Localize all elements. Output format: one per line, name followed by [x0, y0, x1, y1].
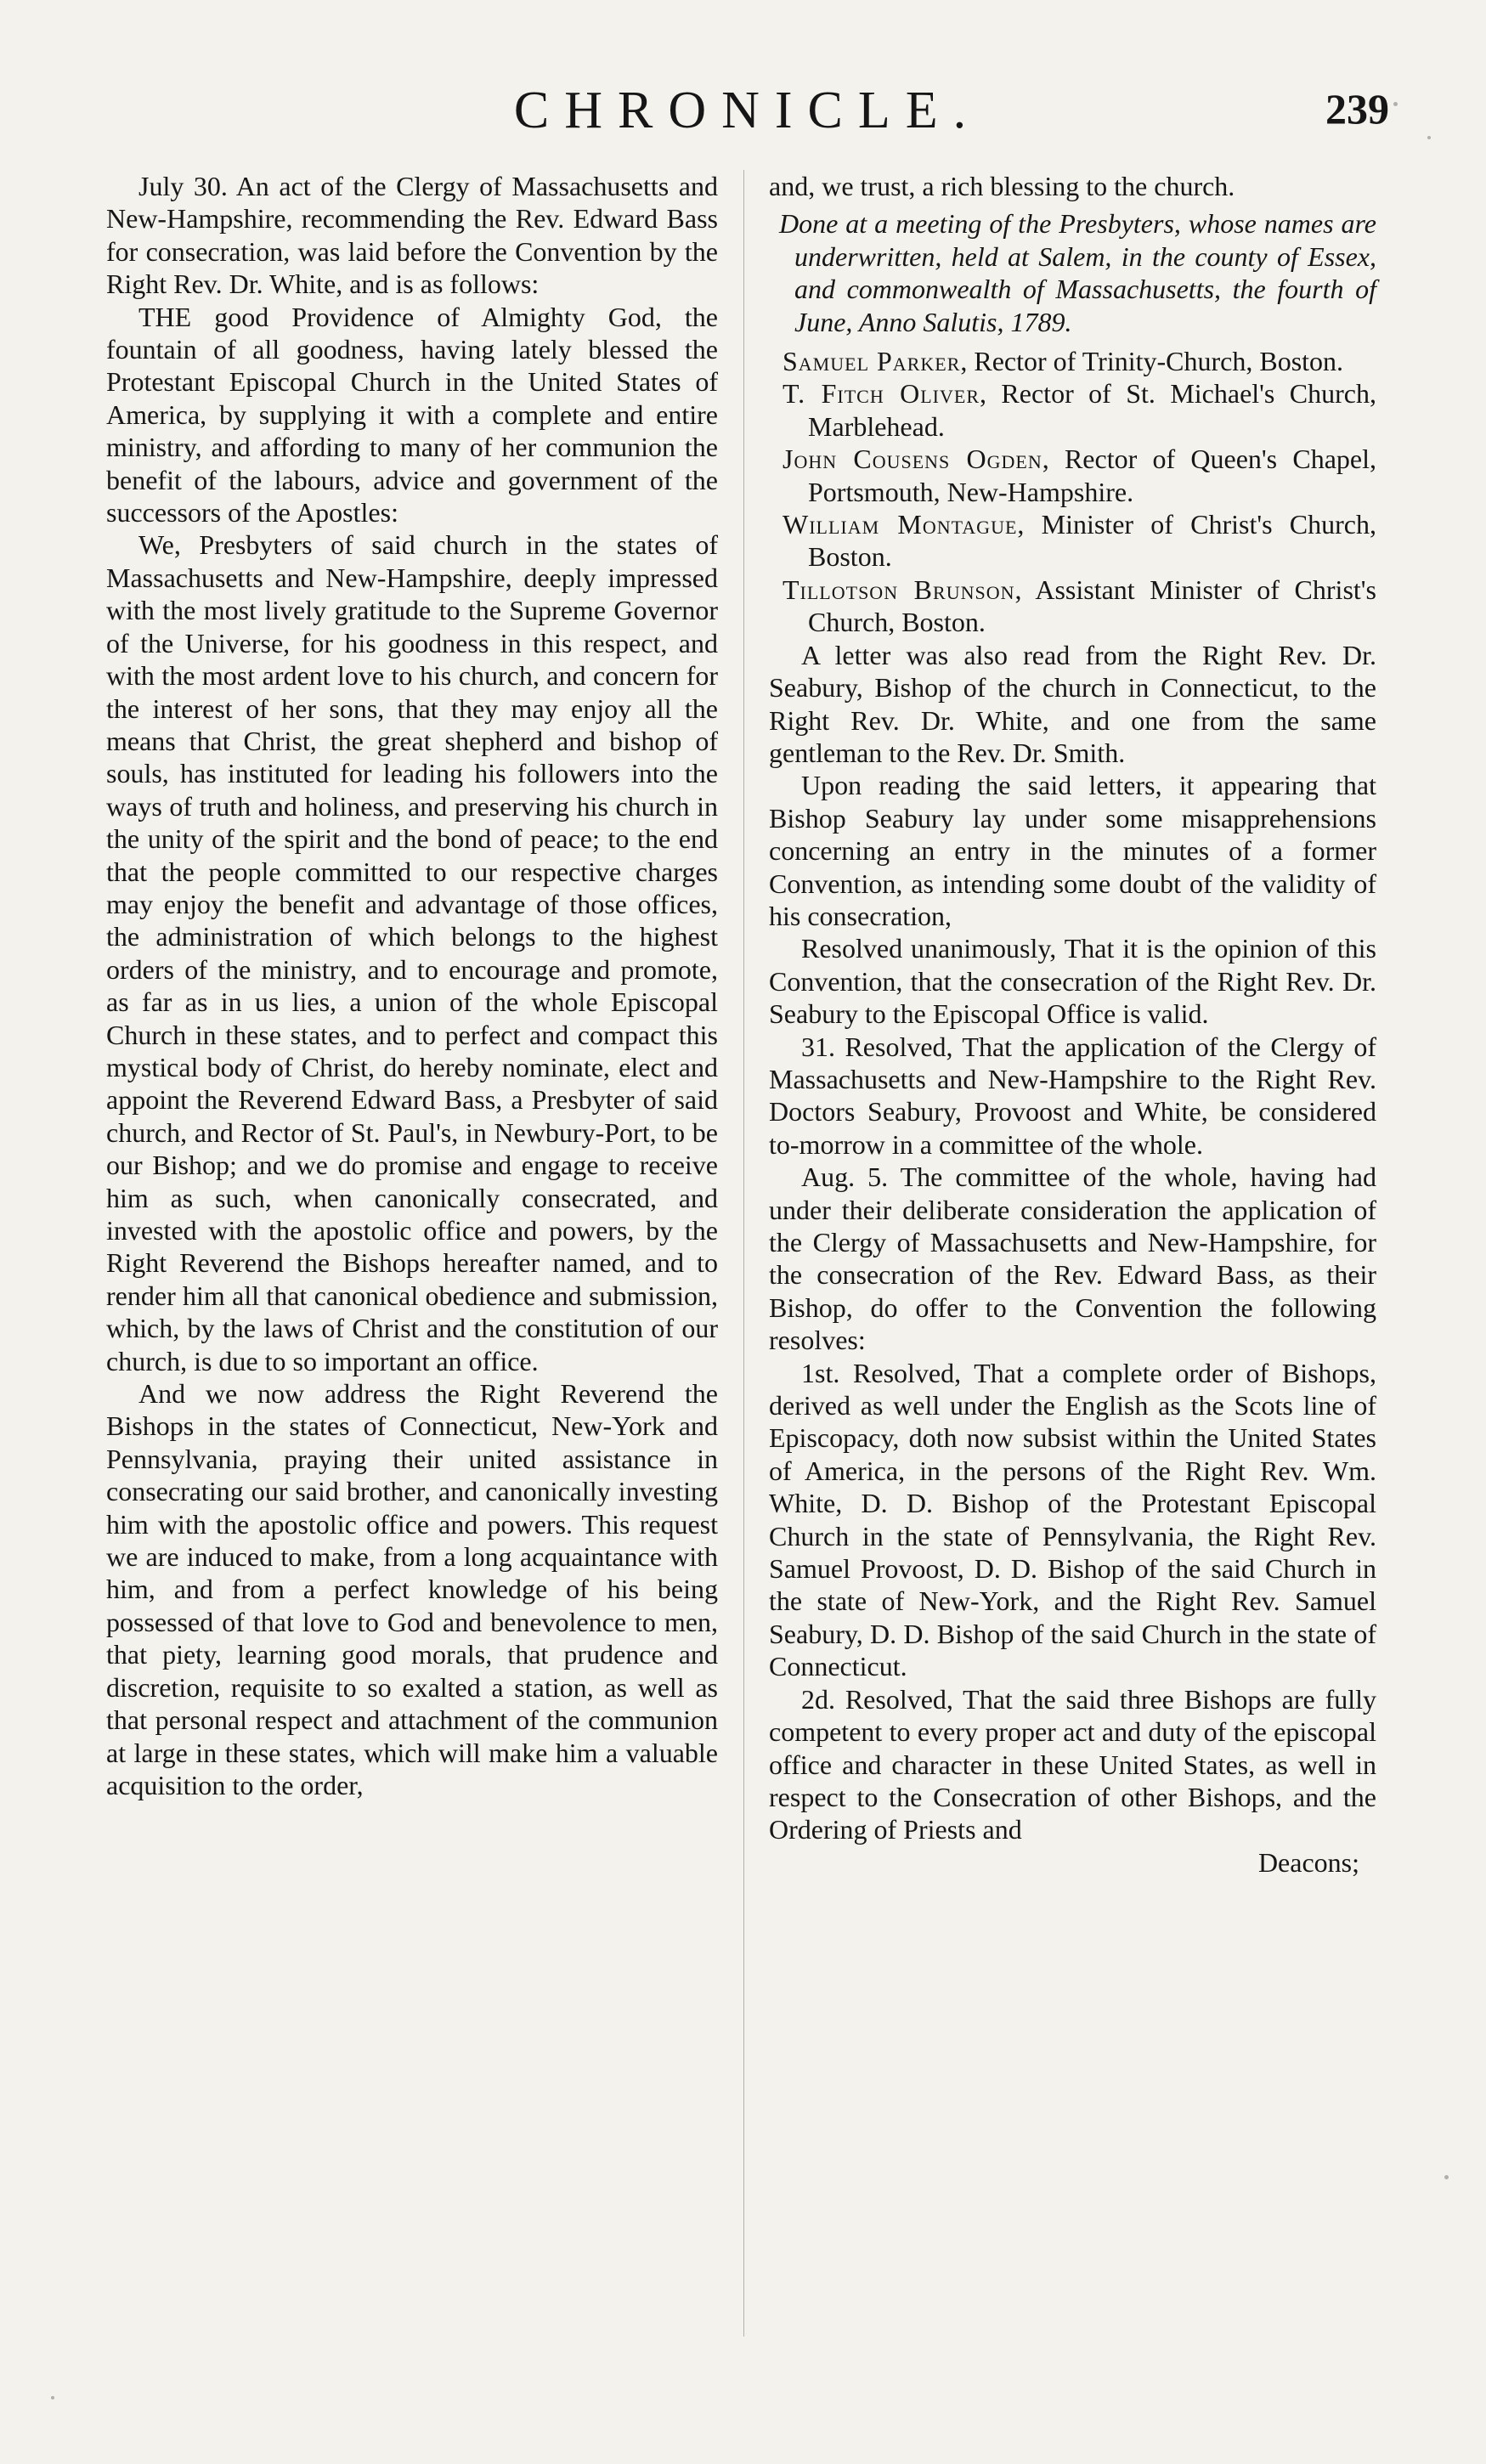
paragraph-providence: THE good Providence of Almighty God, the fountain of all goodness, having lately blessed the Protestant Episcopal Church in the United States of America, by supplying it with a complete and entire ministry, and affording to many of her communion the benefit of the labours, advice and government of the successors of the Apostles:: [106, 301, 718, 528]
running-head: [0, 81, 1486, 157]
signatory-description: , Rector of Trinity-Church, Boston.: [960, 346, 1344, 377]
signatory-description: , Assistant Minister of Christ's Church, Boston.: [808, 574, 1377, 638]
print-speck: [51, 2396, 54, 2399]
paragraph-resolve-2: 2d. Resolved, That the said three Bishops are fully competent to every proper act and duty of the episcopal office and character in these United States, as well in respect to the Consecration of other Bishops, and the Ordering of Priests and: [769, 1683, 1376, 1845]
signatory-name: Tillotson Brunson: [783, 574, 1015, 605]
print-speck: [1444, 2175, 1449, 2179]
signatory-name: Samuel Parker: [783, 346, 961, 377]
signatory-2: [769, 377, 1376, 443]
column-divider: [743, 170, 744, 2337]
paragraph-continuation: and, we trust, a rich blessing to the church.: [769, 171, 1235, 201]
signatory-name: John Cousens Ogden: [783, 444, 1042, 475]
signatory-1: [769, 345, 1376, 377]
signatory-5: [769, 574, 1376, 639]
paragraph-july-30: July 30. An act of the Clergy of Massachusetts and New-Hampshire, recommending the Rev. Edward Bass for consecration, was laid before the Convention by the Right Rev. Dr. White, and is as follows:: [106, 171, 718, 300]
signatory-description: , Rector of St. Michael's Church, Marblehead.: [808, 378, 1377, 442]
paragraph-address-bishops: And we now address the Right Reverend the Bishops in the states of Connecticut, New-York and Pennsylvania, praying their united assistance in consecrating our said brother, and canonically investing him with the apostolic office and powers. This request we are induced to make, from a long acquaintance with him, and from a perfect knowledge of his being possessed of that love to God and benevolence to men, that piety, learning good morals, that prudence and discretion, requisite to so exalted a station, as well as that personal respect and attachment of the communion at large in these states, which will make him a valuable acquisition to the order,: [106, 1378, 718, 1800]
paragraph-aug-5: Aug. 5. The committee of the whole, having had under their deliberate consideration the application of the Clergy of Massachusetts and New-Hampshire, for the consecration of the Rev. Edward Bass, as their Bishop, do offer to the Convention the following resolves:: [769, 1161, 1376, 1356]
paragraph-resolution-31: 31. Resolved, That the application of the Clergy of Massachusetts and New-Hampshire to the Right Rev. Doctors Seabury, Provoost and White, be considered to-morrow in a committee of the whole.: [769, 1031, 1376, 1160]
paragraph-resolved-unanimously: Resolved unanimously, That it is the opinion of this Convention, that the consecration of the Right Rev. Dr. Seabury to the Episcopal Office is valid.: [769, 933, 1376, 1030]
running-title: CHRONICLE.: [513, 82, 982, 139]
signatory-name: William Montague: [783, 509, 1018, 540]
catchword: Deacons;: [1257, 1846, 1359, 1878]
done-at-note: Done at a meeting of the Presbyters, whose names are underwritten, held at Salem, in the county of Essex, and commonwealth of Massachusetts, the fourth of June, Anno Salutis, 1789.: [779, 208, 1376, 337]
page-number: 239: [1325, 85, 1389, 133]
signatory-3: [769, 443, 1376, 508]
print-speck: [1427, 136, 1431, 139]
right-column: [769, 170, 1376, 1879]
paragraph-presbyters: We, Presbyters of said church in the states of Massachusetts and New-Hampshire, deeply impressed with the most lively gratitude to the Supreme Governor of the Universe, for his goodness in this respect, and with the most ardent love to his church, and concern for the interest of her sons, that they may enjoy all the means that Christ, the great shepherd and bishop of souls, has instituted for leading his followers into the ways of truth and holiness, and preserving his church in the unity of the spirit and the bond of peace; to the end that the people committed to our respective charges may enjoy the benefit and advantage of those offices, the administration of which belongs to the highest orders of the ministry, and to encourage and promote, as far as in us lies, a union of the whole Episcopal Church in these states, and to perfect and compact this mystical body of Christ, do hereby nominate, elect and appoint the Reverend Edward Bass, a Presbyter of said church, and Rector of St. Paul's, in Newbury-Port, to be our Bishop; and we do promise and engage to receive him as such, when canonically consecrated, and invested with the apostolic office and powers, by the Right Reverend the Bishops hereafter named, and to render him all that canonical obedience and submission, which, by the laws of Christ and the constitution of our church, is due to so important an office.: [106, 529, 718, 1376]
paragraph-upon-reading: Upon reading the said letters, it appearing that Bishop Seabury lay under some misapprehensions concerning an entry in the minutes of a former Convention, as intending some doubt of the validity of his consecration,: [769, 770, 1376, 931]
signatory-name: T. Fitch Oliver: [783, 378, 980, 410]
signatory-4: [769, 508, 1376, 574]
paragraph-resolve-1: 1st. Resolved, That a complete order of Bishops, derived as well under the English as the Scots line of Episcopacy, doth now subsist within the United States of America, in the persons of the Right Rev. Wm. White, D. D. Bishop of the Protestant Episcopal Church in the state of Pennsylvania, the Right Rev. Samuel Provoost, D. D. Bishop of the said Church in the state of New-York, and the Right Rev. Samuel Seabury, D. D. Bishop of the said Church in the state of Connecticut.: [769, 1357, 1376, 1682]
paragraph-letter: A letter was also read from the Right Rev. Dr. Seabury, Bishop of the church in Connecticut, to the Right Rev. Dr. White, and one from the same gentleman to the Rev. Dr. Smith.: [769, 639, 1376, 768]
left-column: [106, 170, 718, 1801]
signatory-description: , Rector of Queen's Chapel, Portsmouth, New-Hampshire.: [808, 444, 1376, 507]
signatory-description: , Minister of Christ's Church, Boston.: [808, 509, 1376, 573]
print-speck: [1393, 102, 1398, 106]
